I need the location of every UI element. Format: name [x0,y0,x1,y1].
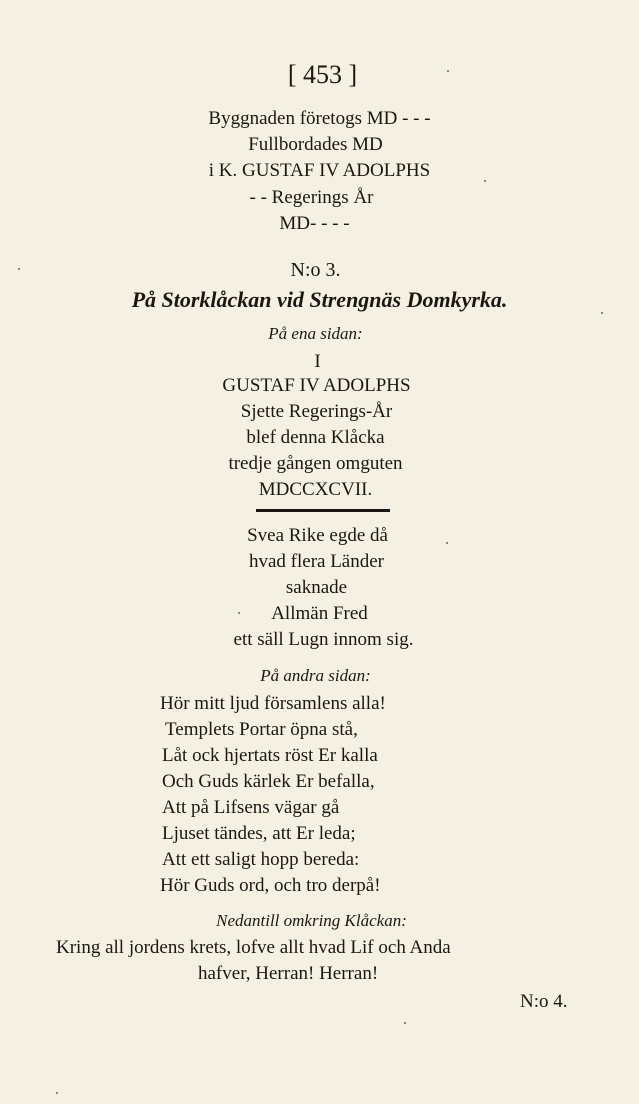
around-label: Nedantill omkring Klåckan: [216,911,407,930]
inscription-line-3: i K. GUSTAF IV ADOLPHS [208,160,431,181]
catchword: N:o 4. [520,991,568,1012]
inscription-line-4: - - Regerings År [249,187,374,208]
scan-speck [18,268,20,270]
side-one-b-line-5: ett säll Lugn innom sig. [233,629,414,650]
scan-speck [601,312,603,314]
side-one-b-line-3: saknade [285,577,348,598]
section-number: N:o 3. [290,259,341,281]
verse-line-8: Hör Guds ord, och tro derpå! [160,875,381,896]
side-one-b-line-1: Svea Rike egde då [247,525,388,546]
side-one-line-5: tredje gången omguten [228,453,403,474]
scan-speck [446,542,448,544]
inscription-line-1: Byggnaden företogs MD - - - [208,108,431,129]
scan-speck [447,70,449,72]
side-one-b-line-2: hvad flera Länder [248,551,385,572]
side-one-label: På ena sidan: [268,324,363,343]
around-line-1: Kring all jordens krets, lofve allt hvad Lif och Anda [56,937,451,958]
verse-line-6: Ljuset tändes, att Er leda; [162,823,356,844]
side-one-line-3: Sjette Regerings-År [240,401,393,422]
verse-line-3: Låt ock hjertats röst Er kalla [162,745,378,766]
scan-speck [56,1092,58,1094]
scan-speck [238,612,240,614]
section-heading: På Storklåckan vid Strengnäs Domkyrka. [131,287,508,312]
side-one-line-1: I [314,351,321,372]
page-number: [ 453 ] [287,60,358,89]
inscription-line-5: MD- - - - [279,213,350,234]
verse-line-5: Att på Lifsens vägar gå [162,797,340,818]
around-line-2: hafver, Herran! Herran! [198,963,379,984]
divider-rule [256,509,390,512]
inscription-line-2: Fullbordades MD [248,134,383,155]
verse-line-4: Och Guds kärlek Er befalla, [162,771,375,792]
verse-line-2: Templets Portar öpna stå, [165,719,358,740]
side-one-line-2: GUSTAF IV ADOLPHS [222,375,411,396]
side-one-b-line-4: Allmän Fred [271,603,368,624]
side-one-line-4: blef denna Klåcka [246,427,385,448]
side-two-label: På andra sidan: [260,666,371,685]
verse-line-1: Hör mitt ljud församlens alla! [160,693,386,714]
side-one-line-6: MDCCXCVII. [258,479,373,500]
scan-speck [484,180,486,182]
verse-line-7: Att ett saligt hopp bereda: [162,849,360,870]
scan-speck [404,1022,406,1024]
